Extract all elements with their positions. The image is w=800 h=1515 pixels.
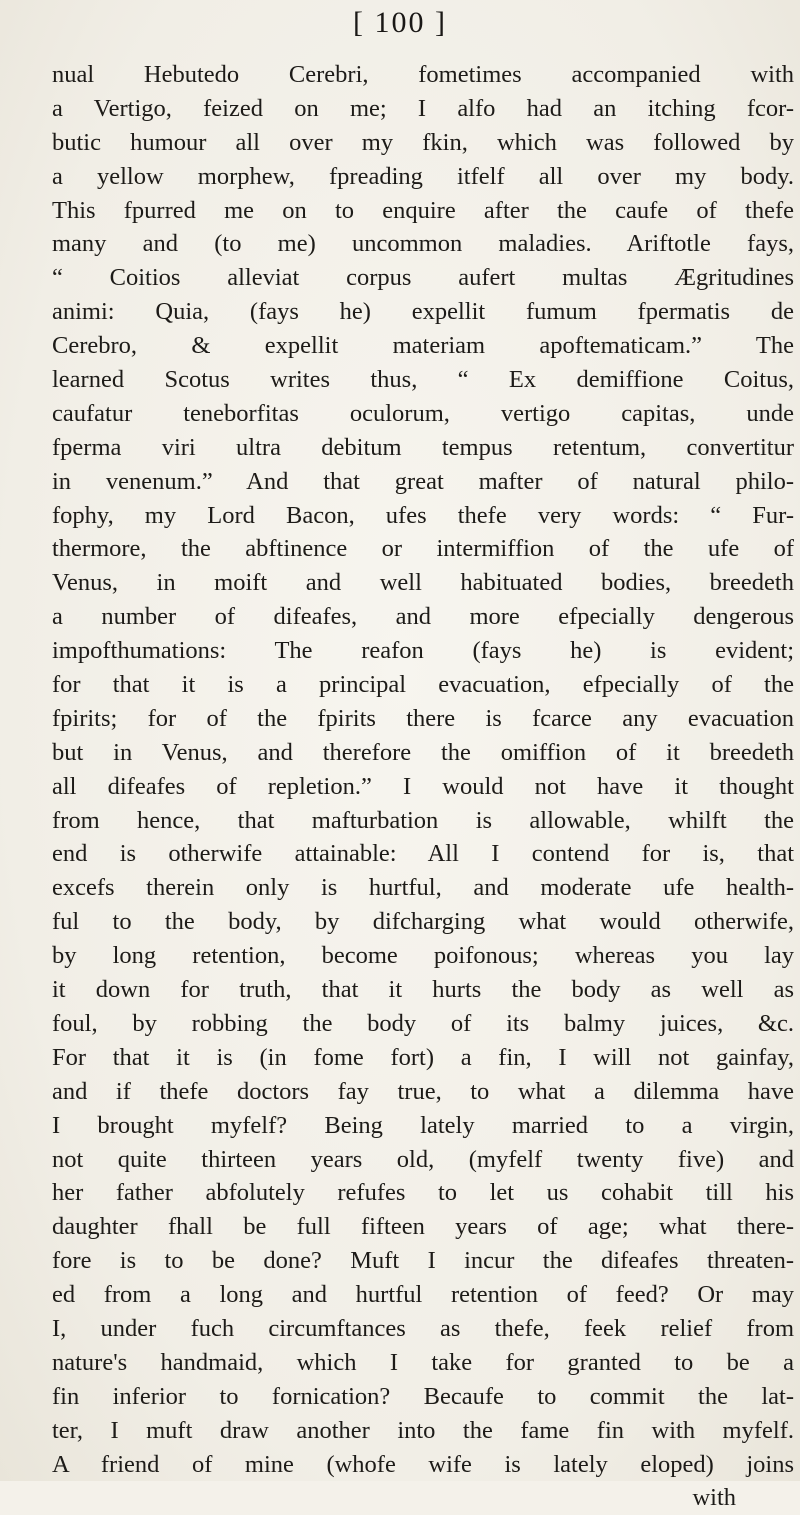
text-line-3: butic humour all over my fkin, which was followed by xyxy=(52,128,794,156)
text-line-28: it down for truth, that it hurts the body as well as xyxy=(52,976,794,1004)
text-line-14: fophy, my Lord Bacon, ufes thefe very words: “ Fur- xyxy=(52,501,794,529)
text-line-30: For that it is (in fome fort) a fin, I will not gainfay, xyxy=(52,1043,794,1071)
text-line-12: fperma viri ultra debitum tempus retentum, convertitur xyxy=(52,433,794,461)
text-line-31: and if thefe doctors fay true, to what a dilemma have xyxy=(52,1077,794,1105)
text-line-18: impofthumations: The reafon (fays he) is evident; xyxy=(52,637,794,665)
text-line-42: A friend of mine (whofe wife is lately eloped) joins xyxy=(52,1450,794,1478)
text-line-37: ed from a long and hurtful retention of feed? Or may xyxy=(52,1281,794,1309)
text-line-15: thermore, the abftinence or intermiffion of the ufe of xyxy=(52,535,794,563)
text-line-39: nature's handmaid, which I take for granted to be a xyxy=(52,1348,794,1376)
text-line-32: I brought myfelf? Being lately married to a virgin, xyxy=(52,1111,794,1139)
text-line-17: a number of difeafes, and more efpecially dengerous xyxy=(52,603,794,631)
text-line-10: learned Scotus writes thus, “ Ex demiffione Coitus, xyxy=(52,366,794,394)
text-line-4: a yellow morphew, fpreading itfelf all over my body. xyxy=(52,162,794,190)
text-line-35: daughter fhall be full fifteen years of age; what there- xyxy=(52,1213,794,1241)
text-line-19: for that it is a principal evacuation, efpecially of the xyxy=(52,671,794,699)
text-line-9: Cerebro, & expellit materiam apoftematicam.” The xyxy=(52,332,794,360)
text-line-41: ter, I muft draw another into the fame fin with myfelf. xyxy=(52,1416,794,1444)
text-line-13: in venenum.” And that great mafter of natural philo- xyxy=(52,467,794,495)
text-line-21: but in Venus, and therefore the omiffion of it breedeth xyxy=(52,738,794,766)
text-line-24: end is otherwife attainable: All I contend for is, that xyxy=(52,840,794,868)
text-line-7: “ Coitios alleviat corpus aufert multas Ægritudines xyxy=(52,264,794,292)
text-line-5: This fpurred me on to enquire after the caufe of thefe xyxy=(52,196,794,224)
text-line-6: many and (to me) uncommon maladies. Ariftotle fays, xyxy=(52,230,794,258)
text-line-40: fin inferior to fornication? Becaufe to commit the lat- xyxy=(52,1382,794,1410)
text-line-20: fpirits; for of the fpirits there is fcarce any evacuation xyxy=(52,704,794,732)
text-line-26: ful to the body, by difcharging what would otherwife, xyxy=(52,908,794,936)
text-line-38: I, under fuch circumftances as thefe, feek relief from xyxy=(52,1314,794,1342)
text-line-11: caufatur teneborfitas oculorum, vertigo capitas, unde xyxy=(52,399,794,427)
catchword: with xyxy=(692,1484,736,1512)
text-line-27: by long retention, become poifonous; whereas you lay xyxy=(52,942,794,970)
page-number: [ 100 ] xyxy=(353,6,447,39)
text-line-22: all difeafes of repletion.” I would not have it thought xyxy=(52,772,794,800)
text-line-25: excefs therein only is hurtful, and moderate ufe health- xyxy=(52,874,794,902)
text-line-2: a Vertigo, feized on me; I alfo had an itching fcor- xyxy=(52,94,794,122)
text-line-33: not quite thirteen years old, (myfelf twenty five) and xyxy=(52,1145,794,1173)
text-line-1: nual Hebutedo Cerebri, fometimes accompanied with xyxy=(52,61,794,88)
text-line-23: from hence, that mafturbation is allowable, whilft the xyxy=(52,806,794,834)
text-line-16: Venus, in moift and well habituated bodies, breedeth xyxy=(52,569,794,597)
text-line-8: animi: Quia, (fays he) expellit fumum fpermatis de xyxy=(52,298,794,326)
text-line-36: fore is to be done? Muft I incur the difeafes threaten- xyxy=(52,1247,794,1275)
text-line-29: foul, by robbing the body of its balmy juices, &c. xyxy=(52,1009,794,1037)
body-text xyxy=(52,58,794,1515)
text-line-34: her father abfolutely refufes to let us cohabit till his xyxy=(52,1179,794,1207)
